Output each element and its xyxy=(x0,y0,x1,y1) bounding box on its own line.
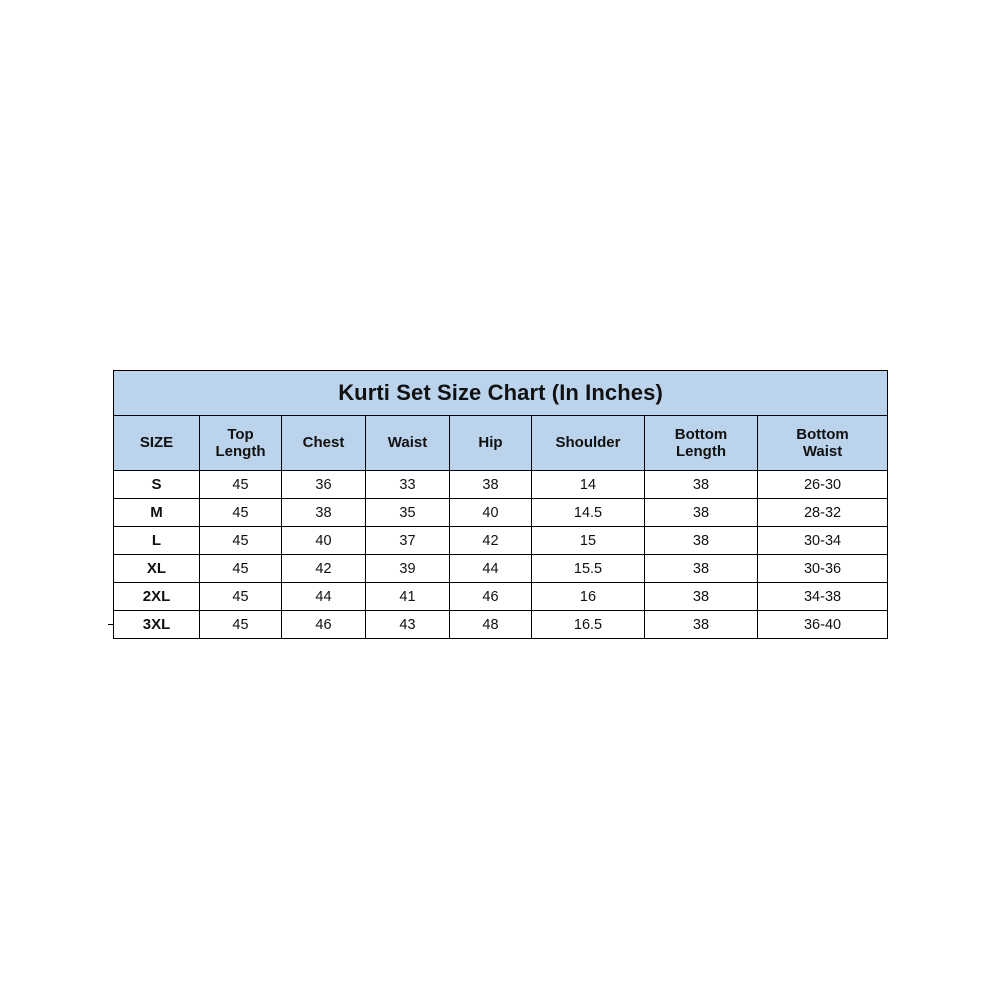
cell-bottom-length: 38 xyxy=(645,499,758,527)
column-header-bottom-length xyxy=(645,416,758,471)
column-header-top-length xyxy=(200,416,282,471)
cell-chest: 40 xyxy=(282,527,366,555)
cell-top-length: 45 xyxy=(200,471,282,499)
cell-top-length: 45 xyxy=(200,527,282,555)
cell-hip: 40 xyxy=(450,499,532,527)
cell-chest: 36 xyxy=(282,471,366,499)
column-header-chest-line1: Chest xyxy=(302,434,345,452)
cell-top-length: 45 xyxy=(200,611,282,639)
cell-shoulder: 15 xyxy=(532,527,645,555)
cell-top-length: 45 xyxy=(200,583,282,611)
column-header-top-length-line1: Top xyxy=(227,425,254,443)
column-header-top-length-line2: Length xyxy=(215,443,266,460)
column-header-hip-line1: Hip xyxy=(478,434,503,452)
cell-bottom-waist: 30-36 xyxy=(758,555,888,583)
cell-waist: 37 xyxy=(366,527,450,555)
cell-size: S xyxy=(114,471,200,499)
cell-bottom-length: 38 xyxy=(645,611,758,639)
column-header-shoulder-line1: Shoulder xyxy=(555,434,621,452)
cell-chest: 46 xyxy=(282,611,366,639)
cell-bottom-waist: 30-34 xyxy=(758,527,888,555)
cell-hip: 46 xyxy=(450,583,532,611)
cell-waist: 41 xyxy=(366,583,450,611)
column-header-waist xyxy=(366,416,450,471)
cell-shoulder: 15.5 xyxy=(532,555,645,583)
cell-top-length: 45 xyxy=(200,499,282,527)
chart-header-row xyxy=(114,416,888,471)
column-header-size xyxy=(114,416,200,471)
column-header-hip xyxy=(450,416,532,471)
cell-chest: 44 xyxy=(282,583,366,611)
column-header-bottom-waist xyxy=(758,416,888,471)
table-row xyxy=(114,583,888,611)
cell-size: M xyxy=(114,499,200,527)
cell-chest: 42 xyxy=(282,555,366,583)
cell-size: L xyxy=(114,527,200,555)
cell-hip: 44 xyxy=(450,555,532,583)
size-chart-table xyxy=(113,370,888,639)
column-header-bottom-waist-line2: Waist xyxy=(802,443,843,460)
cell-chest: 38 xyxy=(282,499,366,527)
cell-top-length: 45 xyxy=(200,555,282,583)
cell-size: 2XL xyxy=(114,583,200,611)
cell-bottom-waist: 28-32 xyxy=(758,499,888,527)
cell-shoulder: 16.5 xyxy=(532,611,645,639)
cell-shoulder: 14.5 xyxy=(532,499,645,527)
corner-tick-mark xyxy=(108,624,114,625)
column-header-waist-line1: Waist xyxy=(387,434,428,452)
table-row xyxy=(114,471,888,499)
chart-title-row xyxy=(114,371,888,416)
cell-bottom-waist: 34-38 xyxy=(758,583,888,611)
cell-bottom-waist: 26-30 xyxy=(758,471,888,499)
cell-waist: 39 xyxy=(366,555,450,583)
column-header-shoulder xyxy=(532,416,645,471)
cell-hip: 38 xyxy=(450,471,532,499)
size-chart-container xyxy=(113,370,887,639)
table-row xyxy=(114,555,888,583)
cell-bottom-waist: 36-40 xyxy=(758,611,888,639)
column-header-chest xyxy=(282,416,366,471)
cell-size: 3XL xyxy=(114,611,200,639)
cell-shoulder: 14 xyxy=(532,471,645,499)
column-header-bottom-length-line2: Length xyxy=(676,443,726,460)
cell-hip: 48 xyxy=(450,611,532,639)
column-header-bottom-length-line1: Bottom xyxy=(674,425,728,443)
cell-waist: 33 xyxy=(366,471,450,499)
cell-size: XL xyxy=(114,555,200,583)
column-header-size-line1: SIZE xyxy=(139,434,174,452)
cell-bottom-length: 38 xyxy=(645,555,758,583)
table-row xyxy=(114,611,888,639)
chart-title: Kurti Set Size Chart (In Inches) xyxy=(114,371,888,416)
table-row xyxy=(114,527,888,555)
cell-bottom-length: 38 xyxy=(645,583,758,611)
cell-bottom-length: 38 xyxy=(645,527,758,555)
cell-bottom-length: 38 xyxy=(645,471,758,499)
table-row xyxy=(114,499,888,527)
cell-waist: 35 xyxy=(366,499,450,527)
cell-hip: 42 xyxy=(450,527,532,555)
column-header-bottom-waist-line1: Bottom xyxy=(796,425,849,443)
cell-shoulder: 16 xyxy=(532,583,645,611)
cell-waist: 43 xyxy=(366,611,450,639)
